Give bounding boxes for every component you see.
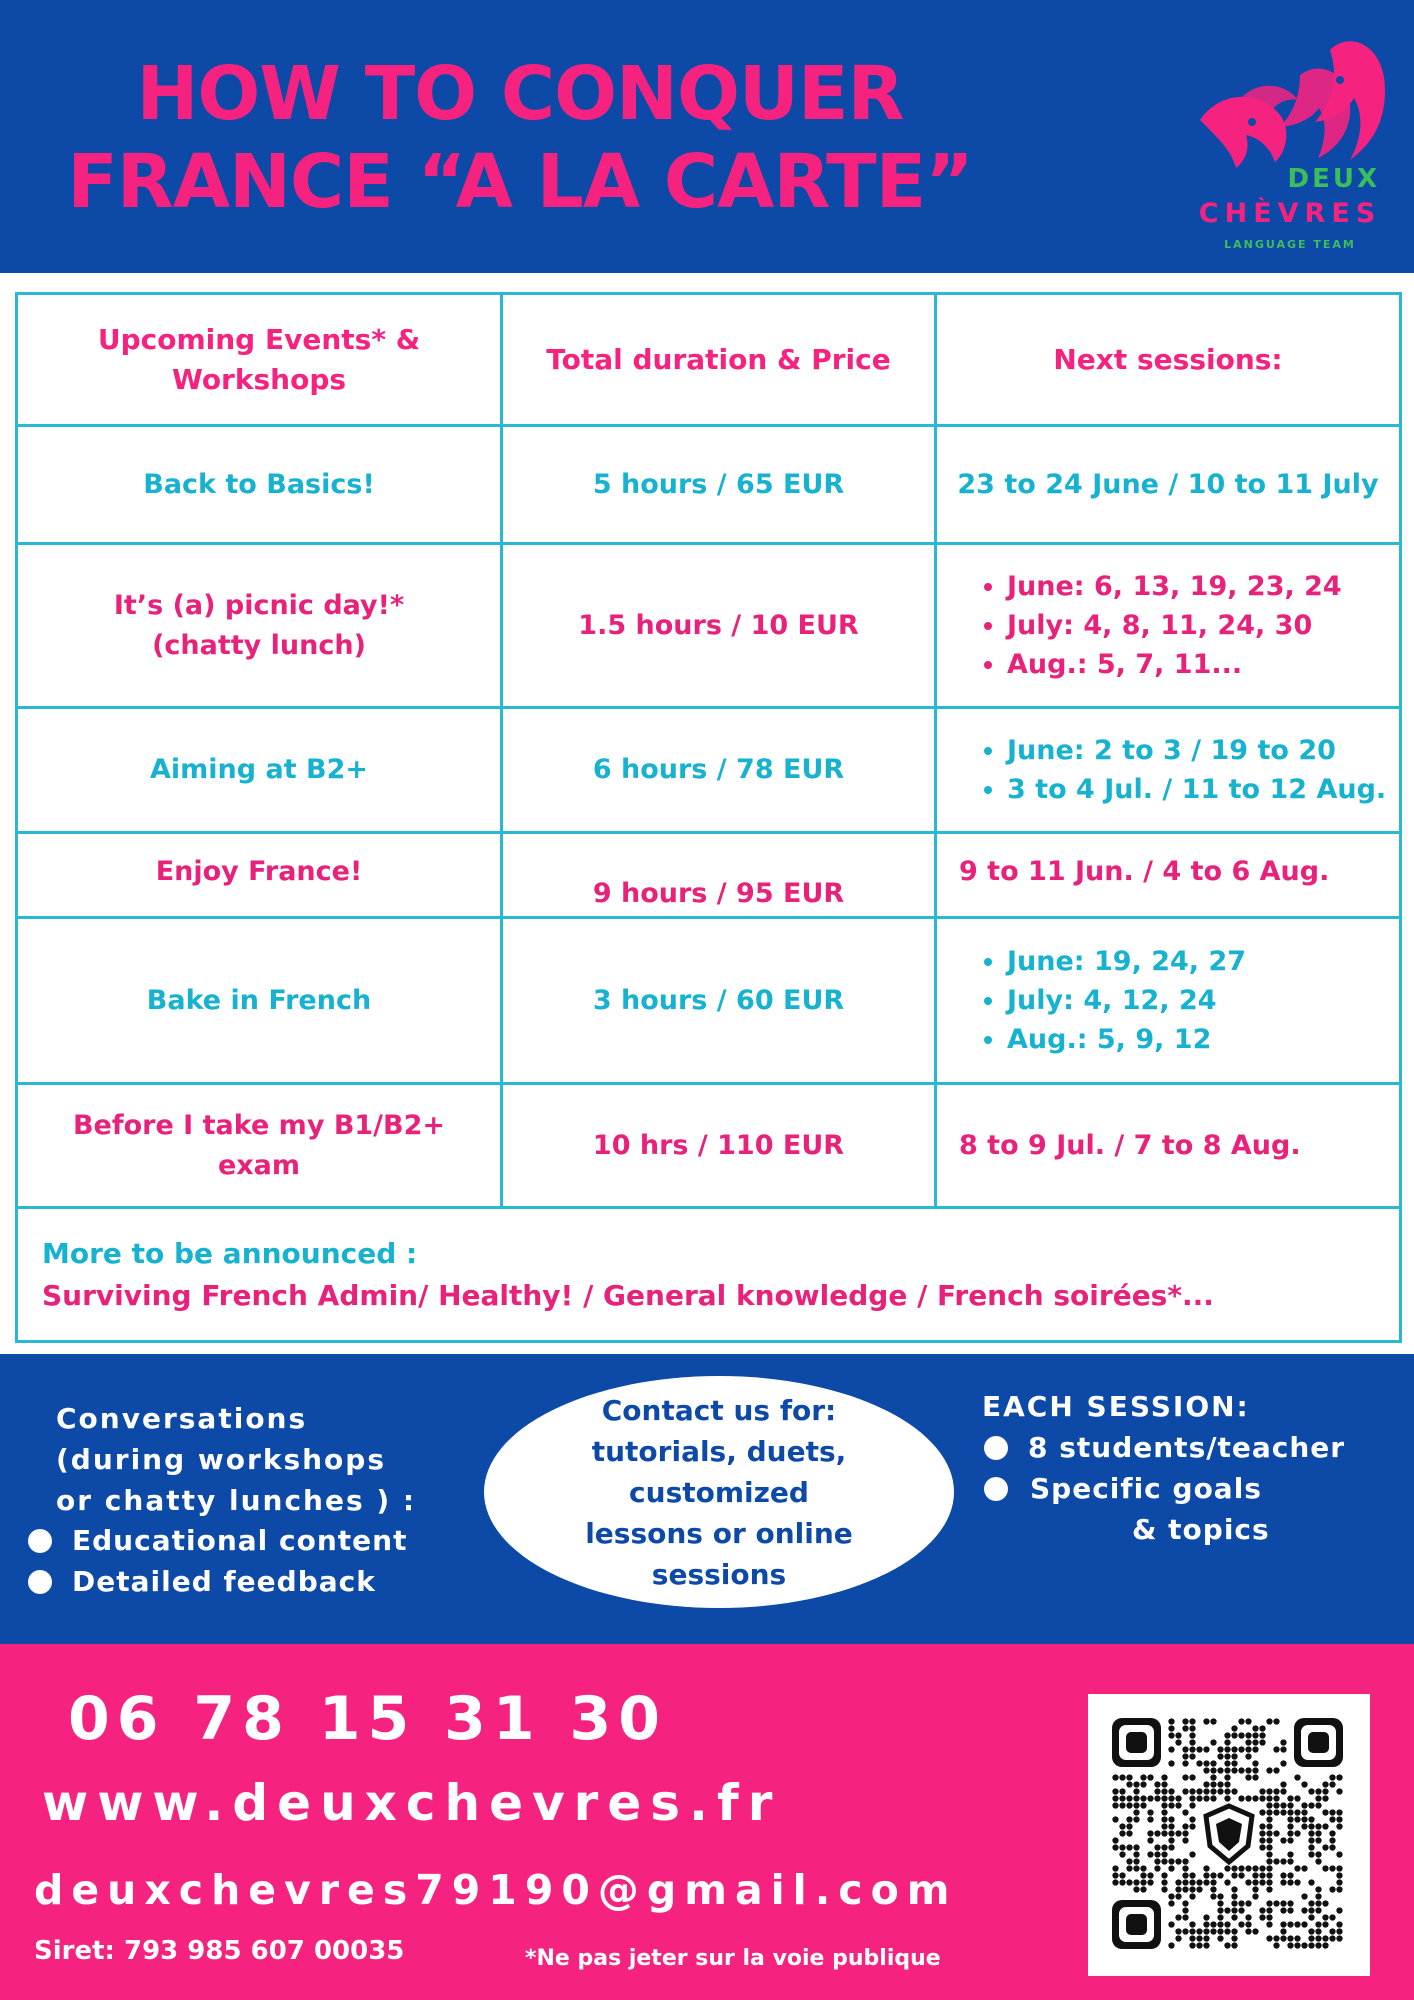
event-price: 10 hrs / 110 EUR <box>502 1084 936 1208</box>
bullet-dot-icon <box>28 1570 52 1594</box>
event-sessions: 9 to 11 Jun. / 4 to 6 Aug. <box>936 833 1401 918</box>
list-item: • July: 4, 12, 24 <box>1007 981 1399 1020</box>
event-name: Bake in French <box>17 918 502 1084</box>
list-item: • June: 19, 24, 27 <box>1007 942 1399 981</box>
each-session-extra: & topics <box>1132 1513 1270 1546</box>
bullet-dot-icon <box>28 1529 52 1553</box>
table-row <box>17 426 1401 544</box>
phone-number[interactable]: 06 78 15 31 30 <box>68 1684 668 1754</box>
event-sessions: 8 to 9 Jul. / 7 to 8 Aug. <box>936 1084 1401 1208</box>
event-name: Before I take my B1/B2+ exam <box>17 1084 502 1208</box>
list-item: • June: 6, 13, 19, 23, 24 <box>1007 567 1399 606</box>
header-price: Total duration & Price <box>502 294 936 426</box>
title-line-1: HOW TO CONQUER <box>136 51 904 137</box>
table-row <box>17 1208 1401 1342</box>
info-band <box>0 1354 1414 1644</box>
event-price: 3 hours / 60 EUR <box>502 918 936 1084</box>
more-announcements <box>17 1208 1401 1342</box>
table-row <box>17 1084 1401 1208</box>
each-session-heading: EACH SESSION: <box>982 1390 1250 1423</box>
more-body: Surviving French Admin/ Healthy! / General knowledge / French soirées*... <box>42 1278 1214 1312</box>
logo-word-deux: DEUX <box>1287 164 1380 194</box>
event-price: 1.5 hours / 10 EUR <box>502 544 936 708</box>
header-events: Upcoming Events* & Workshops <box>17 294 502 426</box>
list-item: • July: 4, 8, 11, 24, 30 <box>1007 606 1399 645</box>
conversations-list <box>28 1520 407 1602</box>
event-sessions <box>936 708 1401 833</box>
list-item: 8 students/teacher <box>984 1427 1345 1468</box>
list-item: Educational content <box>28 1520 407 1561</box>
header-sessions: Next sessions: <box>936 294 1401 426</box>
logo-tagline: LANGUAGE TEAM <box>1224 238 1356 251</box>
page-title <box>40 50 1000 226</box>
website-link[interactable]: www.deuxchevres.fr <box>42 1774 782 1832</box>
events-table <box>15 292 1402 1343</box>
email-link[interactable]: deuxchevres79190@gmail.com <box>34 1866 958 1914</box>
event-price: 9 hours / 95 EUR <box>502 833 936 918</box>
event-name: Aiming at B2+ <box>17 708 502 833</box>
table-row <box>17 708 1401 833</box>
contact-footer <box>0 1644 1414 2000</box>
contact-oval <box>484 1376 954 1608</box>
list-item: • June: 2 to 3 / 19 to 20 <box>1007 731 1399 770</box>
event-sessions: 23 to 24 June / 10 to 11 July <box>936 426 1401 544</box>
table-row <box>17 918 1401 1084</box>
event-price: 6 hours / 78 EUR <box>502 708 936 833</box>
bullet-dot-icon <box>984 1436 1008 1460</box>
list-item: • Aug.: 5, 9, 12 <box>1007 1020 1399 1059</box>
list-item: Detailed feedback <box>28 1561 407 1602</box>
list-item: • Aug.: 5, 7, 11... <box>1007 645 1399 684</box>
event-sessions <box>936 918 1401 1084</box>
event-name: Enjoy France! <box>17 833 502 918</box>
event-name: Back to Basics! <box>17 426 502 544</box>
table-header-row <box>17 294 1401 426</box>
each-session-list <box>984 1427 1345 1550</box>
header-banner <box>0 0 1414 273</box>
more-title: More to be announced : <box>42 1236 418 1270</box>
siret-number: Siret: 793 985 607 00035 <box>34 1936 405 1966</box>
title-line-2: FRANCE “A LA CARTE” <box>67 139 973 225</box>
table-row <box>17 544 1401 708</box>
event-sessions <box>936 544 1401 708</box>
conversations-heading: Conversations (during workshops or chatty lunches ) : <box>56 1402 417 1517</box>
event-name: It’s (a) picnic day!* (chatty lunch) <box>17 544 502 708</box>
list-item: • 3 to 4 Jul. / 11 to 12 Aug. <box>1007 770 1399 809</box>
contact-text: Contact us for: tutorials, duets, customized lessons or online sessions <box>585 1393 853 1591</box>
disposal-notice: *Ne pas jeter sur la voie publique <box>525 1946 941 1971</box>
qr-code-icon[interactable] <box>1088 1694 1370 1976</box>
event-price: 5 hours / 65 EUR <box>502 426 936 544</box>
logo-word-chevres: CHÈVRES <box>1198 198 1382 229</box>
table-row <box>17 833 1401 918</box>
list-item: Specific goals <box>984 1468 1345 1509</box>
bullet-dot-icon <box>984 1477 1008 1501</box>
